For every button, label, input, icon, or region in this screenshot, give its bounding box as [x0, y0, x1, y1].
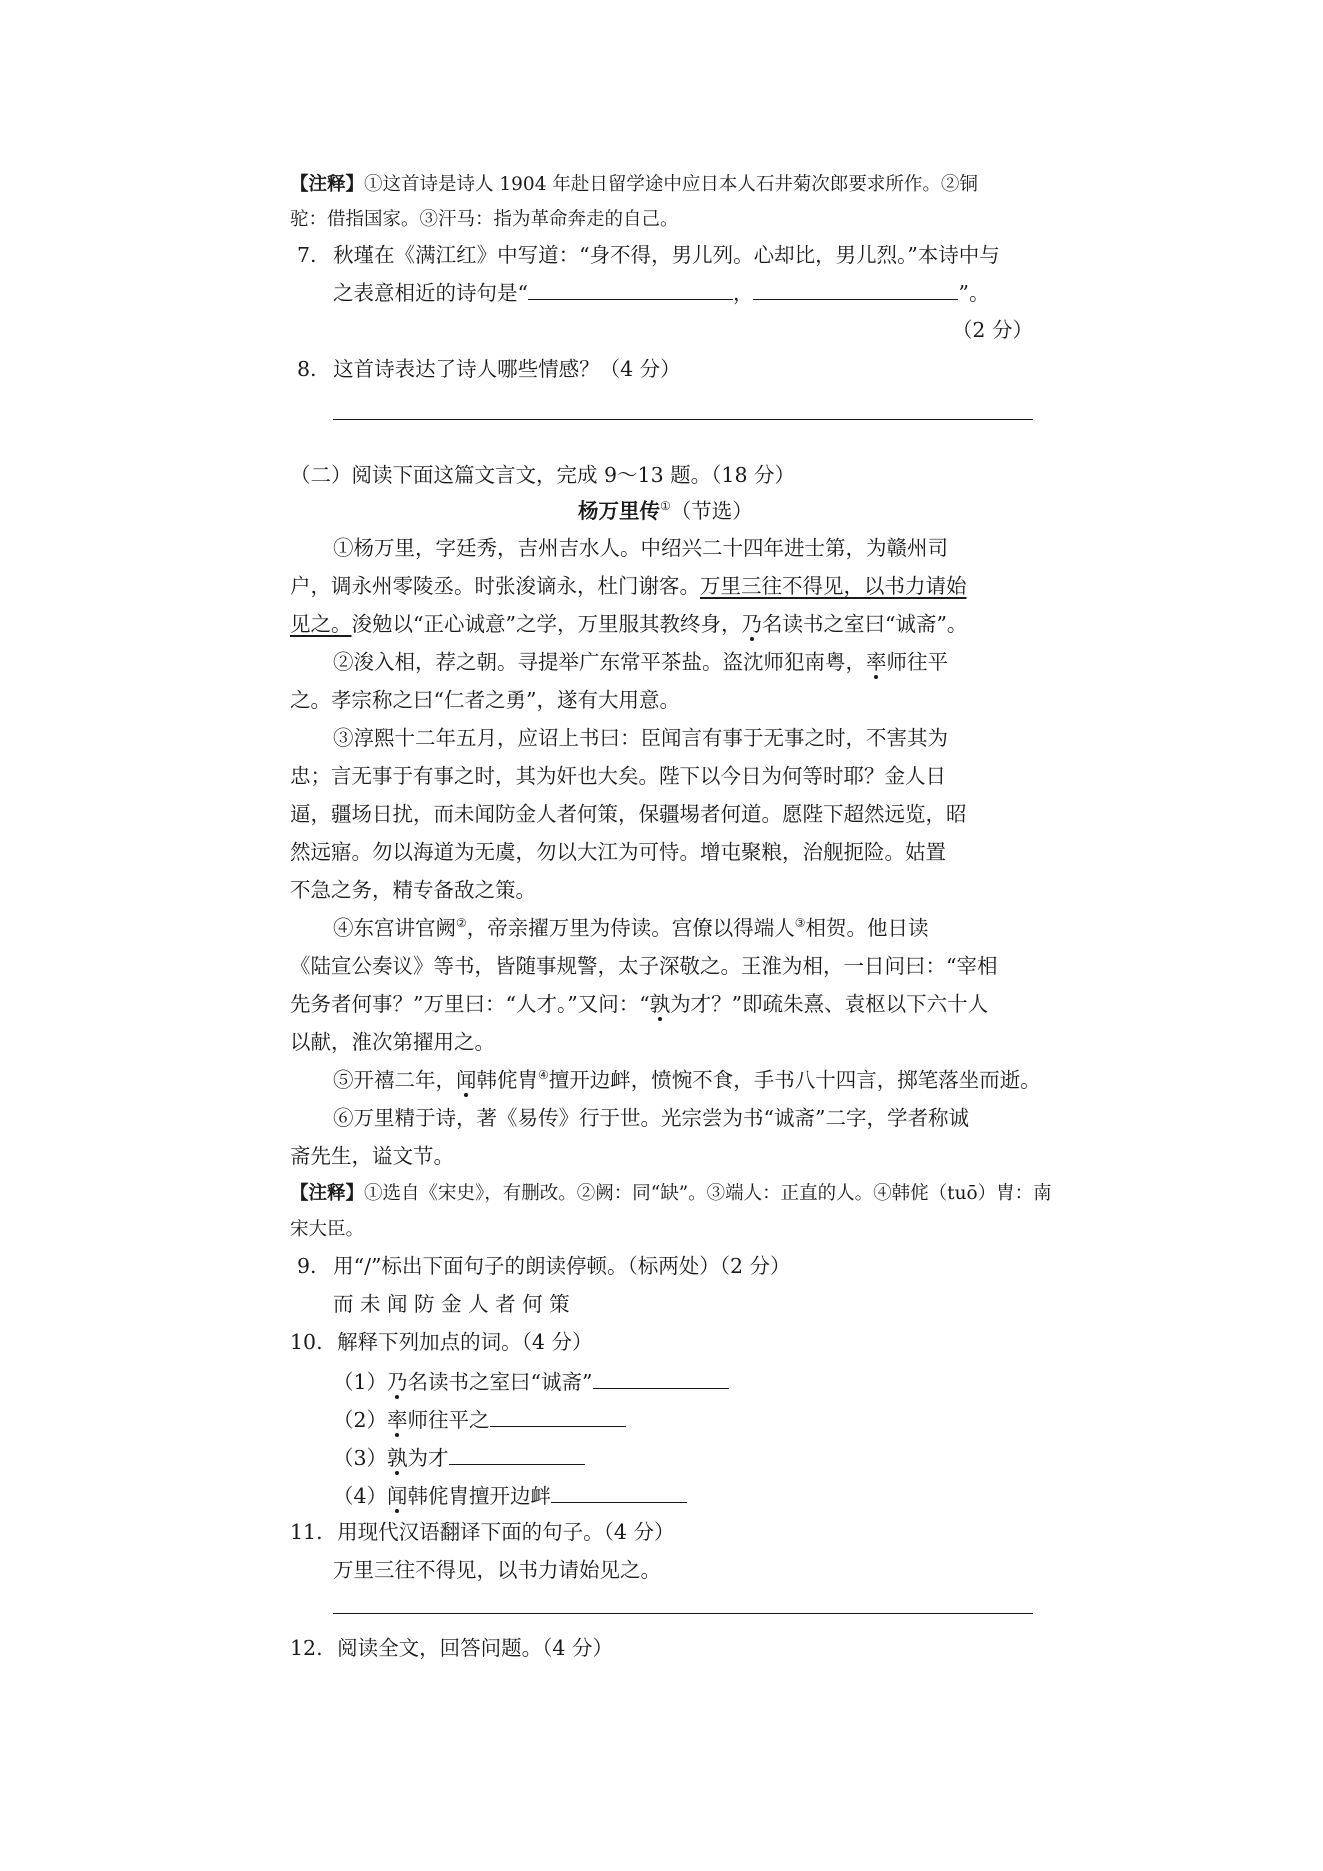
passage-line: 之。孝宗称之曰“仁者之勇”，遂有大用意。 — [290, 688, 680, 712]
question-10-item-4: （4）闻韩侂胄擅开边衅 — [333, 1480, 1073, 1510]
question-number: 8. — [297, 357, 317, 381]
passage-title: 杨万里传①（节选） — [578, 499, 753, 523]
dotted-word: 闻 — [456, 1068, 477, 1092]
passage-line: 以献，淮次第擢用之。 — [290, 1030, 495, 1054]
answer-blank-1[interactable] — [528, 277, 733, 300]
question-12 — [290, 1634, 1030, 1662]
question-7-line-2: 之表意相近的诗句是“ ， ”。 — [333, 277, 1073, 307]
note-text: ①选自《宋史》，有删改。②阙：同“缺”。③端人：正直的人。④韩侂（tuō）胄：南 — [364, 1183, 1052, 1204]
question-10-item-1: （1）乃名读书之室曰“诚斋” — [333, 1366, 1073, 1396]
answer-blank-2[interactable] — [753, 277, 958, 300]
passage-note-line-2: 宋大臣。 — [290, 1219, 365, 1240]
poem-note-line-1 — [290, 171, 1030, 199]
question-9-sentence: 而 未 闻 防 金 人 者 何 策 — [333, 1292, 570, 1316]
passage-line: ④东宫讲官阙②，帝亲擢万里为侍读。宫僚以得端人③相贺。他日读 — [333, 916, 929, 940]
dotted-word: 孰 — [387, 1446, 408, 1470]
footnote-marker: ③ — [794, 916, 806, 931]
note-tag: 【注释】 — [290, 174, 365, 195]
dotted-word: 闻 — [387, 1484, 408, 1508]
underlined-sentence: 万里三往不得见，以书力请始 — [700, 574, 967, 598]
poem-note-line-2: 驼：借指国家。③汗马：指为革命奔走的自己。 — [290, 209, 679, 230]
answer-blank[interactable] — [551, 1480, 687, 1503]
passage-line: 《陆宣公奏议》等书，皆随事规警，太子深敬之。王淮为相，一日问曰：“宰相 — [290, 954, 998, 978]
answer-blank[interactable] — [593, 1366, 729, 1389]
question-text: 解释下列加点的词。（4 分） — [337, 1330, 593, 1354]
question-text: 这首诗表达了诗人哪些情感？（4 分） — [333, 357, 681, 381]
section-header: （二）阅读下面这篇文言文，完成 9～13 题。（18 分） — [290, 463, 796, 487]
question-10 — [290, 1328, 1030, 1356]
question-text: 阅读全文，回答问题。（4 分） — [337, 1636, 613, 1660]
note-text: ①这首诗是诗人 1904 年赴日留学途中应日本人石井菊次郎要求所作。②铜 — [364, 174, 978, 195]
dotted-word: 乃 — [387, 1370, 408, 1394]
question-10-item-3: （3）孰为才 — [333, 1442, 1073, 1472]
question-number: 11. — [290, 1520, 323, 1544]
question-number: 7. — [297, 243, 317, 267]
dotted-word: 率 — [387, 1408, 408, 1432]
note-tag: 【注释】 — [290, 1183, 365, 1204]
question-number: 12. — [290, 1636, 323, 1660]
passage-line: ⑤开禧二年，闻韩侂胄④擅开边衅，愤惋不食，手书八十四言，掷笔落坐而逝。 — [333, 1068, 1041, 1092]
passage-line: ①杨万里，字廷秀，吉州吉水人。中绍兴二十四年进士第，为赣州司 — [333, 536, 948, 560]
question-7-score: （2 分） — [951, 318, 1033, 342]
question-text: 秋瑾在《满江红》中写道：“身不得，男儿列。心却比，男儿烈。”本诗中与 — [333, 243, 1000, 267]
passage-line: 斋先生，谥文节。 — [290, 1144, 454, 1168]
answer-blank[interactable] — [449, 1442, 585, 1465]
dotted-word: 率 — [866, 650, 887, 674]
answer-blank[interactable] — [490, 1404, 626, 1427]
question-10-item-2: （2）率师往平之 — [333, 1404, 1073, 1434]
underlined-sentence: 见之。 — [290, 612, 352, 636]
passage-line: 忠；言无事于有事之时，其为奸也大矣。陛下以今日为何等时耶？金人日 — [290, 764, 946, 788]
answer-line[interactable] — [333, 1613, 1033, 1614]
question-number: 9. — [297, 1254, 317, 1278]
question-text: 用“/”标出下面句子的朗读停顿。（标两处）（2 分） — [333, 1254, 791, 1278]
question-11-sentence: 万里三往不得见，以书力请始见之。 — [333, 1558, 661, 1582]
passage-line: 见之。浚勉以“正心诚意”之学，万里服其教终身，乃名读书之室曰“诚斋”。 — [290, 612, 968, 636]
passage-note-line-1 — [290, 1180, 1052, 1208]
question-text: 之表意相近的诗句是“ — [333, 281, 528, 305]
dotted-word: 乃 — [741, 612, 762, 636]
answer-line[interactable] — [333, 419, 1033, 420]
passage-line: ⑥万里精于诗，著《易传》行于世。光宗尝为书“诚斋”二字，学者称诚 — [333, 1106, 969, 1130]
dotted-word: 孰 — [649, 992, 671, 1016]
passage-line: 逼，疆场日扰，而未闻防金人者何策，保疆埸者何道。愿陛下超然远览，昭 — [290, 802, 967, 826]
passage-line: 先务者何事？”万里曰：“人才。”又问：“孰为才？”即疏朱熹、袁枢以下六十人 — [290, 992, 989, 1016]
question-number: 10. — [290, 1330, 323, 1354]
question-9 — [297, 1252, 1037, 1280]
footnote-marker: ① — [660, 499, 671, 514]
passage-line: 户，调永州零陵丞。时张浚谪永，杜门谢客。万里三往不得见，以书力请始 — [290, 574, 967, 598]
passage-line: 然远寤。勿以海道为无虞，勿以大江为可恃。增屯聚粮，治舰扼险。姑置 — [290, 840, 946, 864]
footnote-marker: ④ — [538, 1068, 549, 1083]
question-text: 用现代汉语翻译下面的句子。（4 分） — [337, 1520, 675, 1544]
passage-line: ③淳熙十二年五月，应诏上书曰：臣闻言有事于无事之时，不害其为 — [333, 726, 948, 750]
question-8 — [297, 355, 1037, 383]
question-7 — [297, 241, 1037, 269]
passage-line: 不急之务，精专备敌之策。 — [290, 878, 536, 902]
question-11 — [290, 1518, 1030, 1546]
passage-line: ②浚入相，荐之朝。寻提举广东常平茶盐。盗沈师犯南粤，率师往平 — [333, 650, 948, 674]
footnote-marker: ② — [456, 916, 467, 931]
